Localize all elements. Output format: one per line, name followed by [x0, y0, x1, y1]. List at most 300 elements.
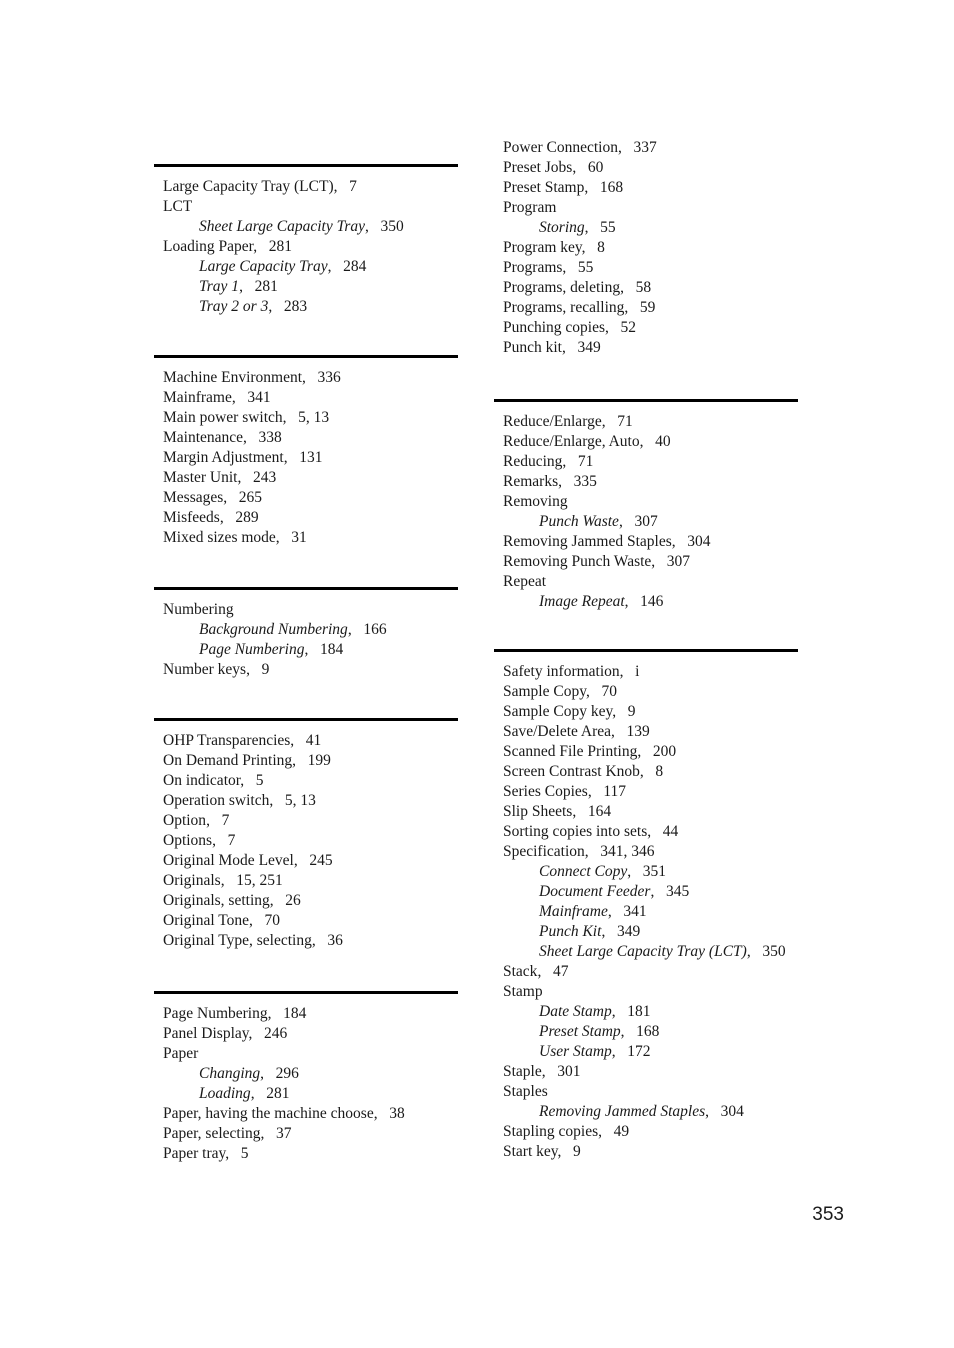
- separator: ,: [220, 872, 237, 889]
- index-entry: [503, 138, 798, 158]
- index-page-ref: 47: [552, 963, 569, 980]
- separator: ,: [601, 413, 618, 430]
- index-page-ref: 5: [240, 1145, 249, 1162]
- index-page-ref: 55: [577, 259, 594, 276]
- index-page-ref: 9: [573, 1143, 581, 1160]
- index-term: Loading Paper: [163, 238, 254, 255]
- index-term: Power Connection: [503, 139, 618, 156]
- index-page-ref: 351: [642, 863, 666, 880]
- index-term: Large Capacity Tray: [199, 258, 328, 275]
- separator: ,: [619, 663, 636, 680]
- separator: ,: [617, 139, 634, 156]
- separator: ,: [581, 239, 598, 256]
- index-entry: [163, 931, 458, 951]
- index-page-ref: 337: [633, 139, 657, 156]
- separator: ,: [620, 1023, 637, 1040]
- index-entry: [163, 237, 458, 257]
- index-term: Programs: [503, 259, 563, 276]
- index-entry: [503, 532, 798, 552]
- separator: ,: [639, 763, 656, 780]
- index-term: Programs, recalling: [503, 299, 625, 316]
- index-page-ref: 52: [620, 319, 637, 336]
- index-page-ref: 350: [380, 218, 404, 235]
- index-page-ref: 265: [238, 489, 263, 506]
- index-term: Reducing: [503, 453, 563, 470]
- index-page-ref: i: [635, 663, 640, 680]
- index-entry: [503, 782, 798, 802]
- separator: ,: [584, 843, 601, 860]
- index-term: Paper: [163, 1045, 199, 1062]
- index-page-ref: 245: [309, 852, 333, 869]
- index-page-ref: 7: [227, 832, 236, 849]
- separator: ,: [347, 621, 364, 638]
- index-term: Program key: [503, 239, 582, 256]
- separator: ,: [605, 319, 621, 336]
- index-page-ref: 200: [652, 743, 677, 760]
- index-term: Series Copies: [503, 783, 588, 800]
- separator: ,: [239, 278, 255, 295]
- index-page-ref: 243: [252, 469, 277, 486]
- index-term: Punching copies: [503, 319, 606, 336]
- index-entry: [163, 468, 458, 488]
- index-entry: [163, 751, 458, 771]
- index-term: Option: [163, 812, 207, 829]
- index-page-ref: 9: [627, 703, 636, 720]
- index-entry: [503, 158, 798, 178]
- separator: ,: [624, 299, 640, 316]
- index-term: Background Numbering: [199, 621, 348, 638]
- index-term: User Stamp: [539, 1043, 612, 1060]
- index-page-ref: 38: [389, 1105, 405, 1122]
- separator: ,: [283, 449, 300, 466]
- index-entry: [503, 822, 798, 842]
- index-subentry: [503, 942, 798, 962]
- index-entry: [163, 508, 458, 528]
- index-term: Safety information: [503, 663, 620, 680]
- index-section: [154, 587, 458, 680]
- separator: ,: [611, 1003, 628, 1020]
- index-entry: [163, 428, 458, 448]
- index-subentry: [503, 592, 798, 612]
- index-term: Maintenance: [163, 429, 244, 446]
- index-page-ref: 341, 346: [600, 843, 655, 860]
- separator: ,: [541, 1063, 558, 1080]
- separator: ,: [311, 932, 328, 949]
- index-term: Number keys: [163, 661, 247, 678]
- index-entry: [503, 258, 798, 278]
- index-section: [154, 164, 458, 317]
- index-page-ref: 164: [587, 803, 612, 820]
- index-term: Stamp: [503, 983, 543, 1000]
- index-entry: [503, 318, 798, 338]
- separator: ,: [304, 641, 320, 658]
- index-entry-list: [154, 600, 458, 680]
- section-divider: [154, 718, 458, 721]
- index-subentry: [503, 862, 798, 882]
- index-entry-list: [154, 368, 458, 548]
- index-page-ref: 307: [666, 553, 691, 570]
- index-term: Punch Kit: [539, 923, 602, 940]
- index-term: LCT: [163, 198, 193, 215]
- index-term: Sheet Large Capacity Tray: [199, 218, 366, 235]
- index-page-ref: 184: [319, 641, 344, 658]
- index-subentry: [503, 512, 798, 532]
- index-page-ref: 166: [363, 621, 387, 638]
- index-entry: [503, 722, 798, 742]
- index-entry: [503, 962, 798, 982]
- index-page-ref: 345: [665, 883, 690, 900]
- index-term: Paper tray: [163, 1145, 226, 1162]
- index-term: Scanned File Printing: [503, 743, 638, 760]
- section-divider: [154, 991, 458, 994]
- index-page-ref: 40: [655, 433, 671, 450]
- index-term: Removing Jammed Staples: [503, 533, 672, 550]
- index-entry: [503, 842, 798, 862]
- index-entry-list: [494, 412, 798, 612]
- index-term: Mainframe: [539, 903, 608, 920]
- index-page-ref: 117: [603, 783, 626, 800]
- index-page-ref: 349: [616, 923, 641, 940]
- index-term: Punch Waste: [539, 513, 619, 530]
- index-page-ref: 131: [299, 449, 323, 466]
- index-entry: [163, 600, 458, 620]
- index-term: Original Mode Level: [163, 852, 294, 869]
- index-term: Operation switch: [163, 792, 270, 809]
- separator: ,: [620, 279, 636, 296]
- index-page-ref: 7: [221, 812, 230, 829]
- index-entry: [163, 408, 458, 428]
- separator: ,: [206, 812, 222, 829]
- index-entry: [163, 791, 458, 811]
- separator: ,: [562, 339, 578, 356]
- index-term: Slip Sheets: [503, 803, 573, 820]
- index-entry: [503, 1082, 798, 1102]
- index-term: On Demand Printing: [163, 752, 293, 769]
- separator: ,: [572, 159, 588, 176]
- index-page-ref: 168: [636, 1023, 660, 1040]
- index-term: Staple: [503, 1063, 542, 1080]
- index-entry: [503, 572, 798, 592]
- index-page-ref: 281: [254, 278, 278, 295]
- index-entry: [163, 1104, 458, 1124]
- index-page-ref: 59: [639, 299, 656, 316]
- index-page-ref: 335: [573, 473, 597, 490]
- index-page-ref: 349: [577, 339, 601, 356]
- index-term: Sheet Large Capacity Tray (LCT): [539, 943, 747, 960]
- separator: ,: [651, 553, 667, 570]
- index-subentry: [163, 257, 458, 277]
- index-entry: [503, 178, 798, 198]
- index-entry: [163, 368, 458, 388]
- index-term: Messages: [163, 489, 224, 506]
- index-term: Reduce/Enlarge: [503, 413, 602, 430]
- index-entry: [163, 831, 458, 851]
- index-term: Paper, having the machine choose: [163, 1105, 374, 1122]
- index-entry: [163, 1004, 458, 1024]
- index-subentry: [503, 922, 798, 942]
- index-term: Sample Copy key: [503, 703, 613, 720]
- section-divider: [494, 399, 798, 402]
- index-subentry: [163, 277, 458, 297]
- separator: ,: [746, 943, 763, 960]
- separator: ,: [607, 903, 624, 920]
- index-page-ref: 281: [268, 238, 292, 255]
- index-entry: [163, 1024, 458, 1044]
- separator: ,: [601, 923, 617, 940]
- separator: ,: [275, 529, 292, 546]
- index-term: Punch kit: [503, 339, 562, 356]
- separator: ,: [250, 1085, 267, 1102]
- index-subentry: [503, 1042, 798, 1062]
- index-page-ref: 44: [662, 823, 679, 840]
- index-entry: [503, 452, 798, 472]
- index-term: Stapling copies: [503, 1123, 599, 1140]
- separator: ,: [219, 509, 236, 526]
- index-term: Removing: [503, 493, 568, 510]
- index-term: Storing: [539, 219, 585, 236]
- index-term: Panel Display: [163, 1025, 249, 1042]
- separator: ,: [671, 533, 688, 550]
- index-term: Main power switch: [163, 409, 283, 426]
- separator: ,: [373, 1105, 390, 1122]
- index-entry: [163, 1124, 458, 1144]
- separator: ,: [572, 803, 588, 820]
- separator: ,: [225, 1145, 241, 1162]
- index-term: Large Capacity Tray (LCT): [163, 178, 334, 195]
- index-term: Changing: [199, 1065, 261, 1082]
- index-term: Margin Adjustment: [163, 449, 284, 466]
- index-entry-list: [154, 177, 458, 317]
- index-page-ref: 146: [640, 593, 664, 610]
- separator: ,: [282, 409, 299, 426]
- index-entry: [163, 811, 458, 831]
- separator: ,: [612, 703, 628, 720]
- index-entry: [503, 662, 798, 682]
- separator: ,: [637, 743, 653, 760]
- index-subentry: [503, 1102, 798, 1122]
- separator: ,: [587, 783, 604, 800]
- index-term: Preset Stamp: [539, 1023, 621, 1040]
- separator: ,: [302, 369, 318, 386]
- index-term: Options: [163, 832, 213, 849]
- index-entry: [503, 472, 798, 492]
- separator: ,: [639, 433, 656, 450]
- index-term: Mixed sizes mode: [163, 529, 276, 546]
- separator: ,: [237, 469, 253, 486]
- index-page-ref: 341: [247, 389, 271, 406]
- index-subentry: [503, 902, 798, 922]
- index-entry: [503, 702, 798, 722]
- separator: ,: [584, 219, 601, 236]
- index-term: Tray 1: [199, 278, 240, 295]
- index-term: Program: [503, 199, 557, 216]
- separator: ,: [267, 1005, 284, 1022]
- index-page-ref: 284: [343, 258, 367, 275]
- index-term: Programs, deleting: [503, 279, 621, 296]
- index-entry: [503, 742, 798, 762]
- index-page-ref: 70: [601, 683, 617, 700]
- index-entry: [163, 388, 458, 408]
- index-term: Image Repeat: [539, 593, 625, 610]
- index-term: Originals: [163, 872, 221, 889]
- index-entry: [163, 871, 458, 891]
- index-page-ref: 304: [720, 1103, 744, 1120]
- index-page-ref: 172: [627, 1043, 651, 1060]
- index-section: [154, 991, 458, 1164]
- index-page-ref: 139: [626, 723, 650, 740]
- index-page-ref: 283: [283, 298, 308, 315]
- index-term: Sample Copy: [503, 683, 586, 700]
- index-entry: [503, 682, 798, 702]
- index-page-ref: 296: [275, 1065, 299, 1082]
- index-page-ref: 5, 13: [298, 409, 330, 426]
- index-entry: [503, 802, 798, 822]
- index-page-ref: 49: [613, 1123, 630, 1140]
- separator: ,: [627, 863, 643, 880]
- separator: ,: [246, 661, 262, 678]
- separator: ,: [231, 389, 248, 406]
- index-entry: [163, 660, 458, 680]
- separator: ,: [558, 473, 574, 490]
- index-subentry: [163, 620, 458, 640]
- index-page-ref: 168: [599, 179, 624, 196]
- index-term: Preset Stamp: [503, 179, 585, 196]
- index-page-ref: 55: [600, 219, 616, 236]
- index-entry: [503, 762, 798, 782]
- index-page-ref: 26: [285, 892, 301, 909]
- index-term: Mainframe: [163, 389, 232, 406]
- index-entry: [163, 1044, 458, 1064]
- index-section: [494, 649, 798, 1162]
- index-term: Master Unit: [163, 469, 238, 486]
- separator: ,: [212, 832, 228, 849]
- separator: ,: [248, 1025, 265, 1042]
- section-divider: [494, 649, 798, 652]
- index-term: Preset Jobs: [503, 159, 573, 176]
- index-page-ref: 301: [557, 1063, 581, 1080]
- index-entry: [503, 432, 798, 452]
- page-number: 353: [812, 1204, 844, 1225]
- index-term: Original Tone: [163, 912, 250, 929]
- separator: ,: [292, 752, 308, 769]
- index-page-ref: 31: [291, 529, 307, 546]
- index-subentry: [163, 217, 458, 237]
- index-entry-list: [154, 731, 458, 951]
- separator: ,: [269, 792, 285, 809]
- index-entry-list: [154, 1004, 458, 1164]
- index-term: Staples: [503, 1083, 548, 1100]
- index-page-ref: 5, 13: [284, 792, 316, 809]
- section-divider: [154, 587, 458, 590]
- index-term: Connect Copy: [539, 863, 628, 880]
- separator: ,: [650, 883, 666, 900]
- separator: ,: [611, 723, 627, 740]
- separator: ,: [598, 1123, 614, 1140]
- index-page-ref: 8: [655, 763, 664, 780]
- index-page-ref: 289: [235, 509, 259, 526]
- separator: ,: [624, 593, 641, 610]
- separator: ,: [260, 1125, 277, 1142]
- separator: ,: [537, 963, 553, 980]
- index-term: Originals, setting: [163, 892, 270, 909]
- index-term: Stack: [503, 963, 538, 980]
- separator: ,: [223, 489, 239, 506]
- separator: ,: [584, 179, 600, 196]
- index-term: Tray 2 or 3: [199, 298, 269, 315]
- index-term: Start key: [503, 1143, 558, 1160]
- index-page-ref: 41: [305, 732, 322, 749]
- index-page-ref: 184: [283, 1005, 307, 1022]
- separator: ,: [269, 892, 286, 909]
- index-entry: [163, 448, 458, 468]
- index-entry: [503, 552, 798, 572]
- separator: ,: [290, 732, 306, 749]
- separator: ,: [618, 513, 635, 530]
- index-entry-list: [494, 662, 798, 1162]
- index-page-ref: 199: [307, 752, 331, 769]
- index-page-ref: 71: [617, 413, 633, 430]
- index-entry-list: [494, 138, 798, 358]
- index-term: Page Numbering: [163, 1005, 268, 1022]
- index-entry: [163, 771, 458, 791]
- separator: ,: [557, 1143, 574, 1160]
- separator: ,: [585, 683, 602, 700]
- index-entry: [503, 982, 798, 1002]
- separator: ,: [253, 238, 269, 255]
- index-entry: [163, 731, 458, 751]
- index-subentry: [503, 882, 798, 902]
- index-page-ref: 281: [266, 1085, 290, 1102]
- index-subentry: [163, 640, 458, 660]
- index-entry: [503, 412, 798, 432]
- separator: ,: [327, 258, 344, 275]
- index-term: Document Feeder: [539, 883, 651, 900]
- index-entry: [163, 177, 458, 197]
- index-entry: [503, 1122, 798, 1142]
- index-entry: [163, 891, 458, 911]
- index-page-ref: 307: [634, 513, 658, 530]
- index-term: Reduce/Enlarge, Auto: [503, 433, 640, 450]
- index-term: Remarks: [503, 473, 559, 490]
- index-term: Specification: [503, 843, 585, 860]
- index-page-ref: 246: [264, 1025, 288, 1042]
- index-entry: [503, 238, 798, 258]
- separator: ,: [611, 1043, 628, 1060]
- index-page-ref: 7: [349, 178, 357, 195]
- index-entry: [503, 278, 798, 298]
- index-entry: [503, 492, 798, 512]
- index-page-ref: 9: [261, 661, 270, 678]
- index-page-ref: 5: [255, 772, 264, 789]
- separator: ,: [249, 912, 265, 929]
- index-entry: [163, 528, 458, 548]
- index-term: On indicator: [163, 772, 241, 789]
- index-page-ref: 341: [623, 903, 647, 920]
- index-entry: [503, 338, 798, 358]
- index-term: Sorting copies into sets: [503, 823, 648, 840]
- index-page-ref: 58: [635, 279, 652, 296]
- index-term: Screen Contrast Knob: [503, 763, 640, 780]
- index-term: Numbering: [163, 601, 234, 618]
- index-section: [494, 138, 798, 358]
- separator: ,: [562, 453, 578, 470]
- index-term: Loading: [199, 1085, 251, 1102]
- index-term: Original Type, selecting: [163, 932, 312, 949]
- separator: ,: [562, 259, 578, 276]
- index-entry: [163, 911, 458, 931]
- index-subentry: [163, 297, 458, 317]
- index-term: Machine Environment: [163, 369, 303, 386]
